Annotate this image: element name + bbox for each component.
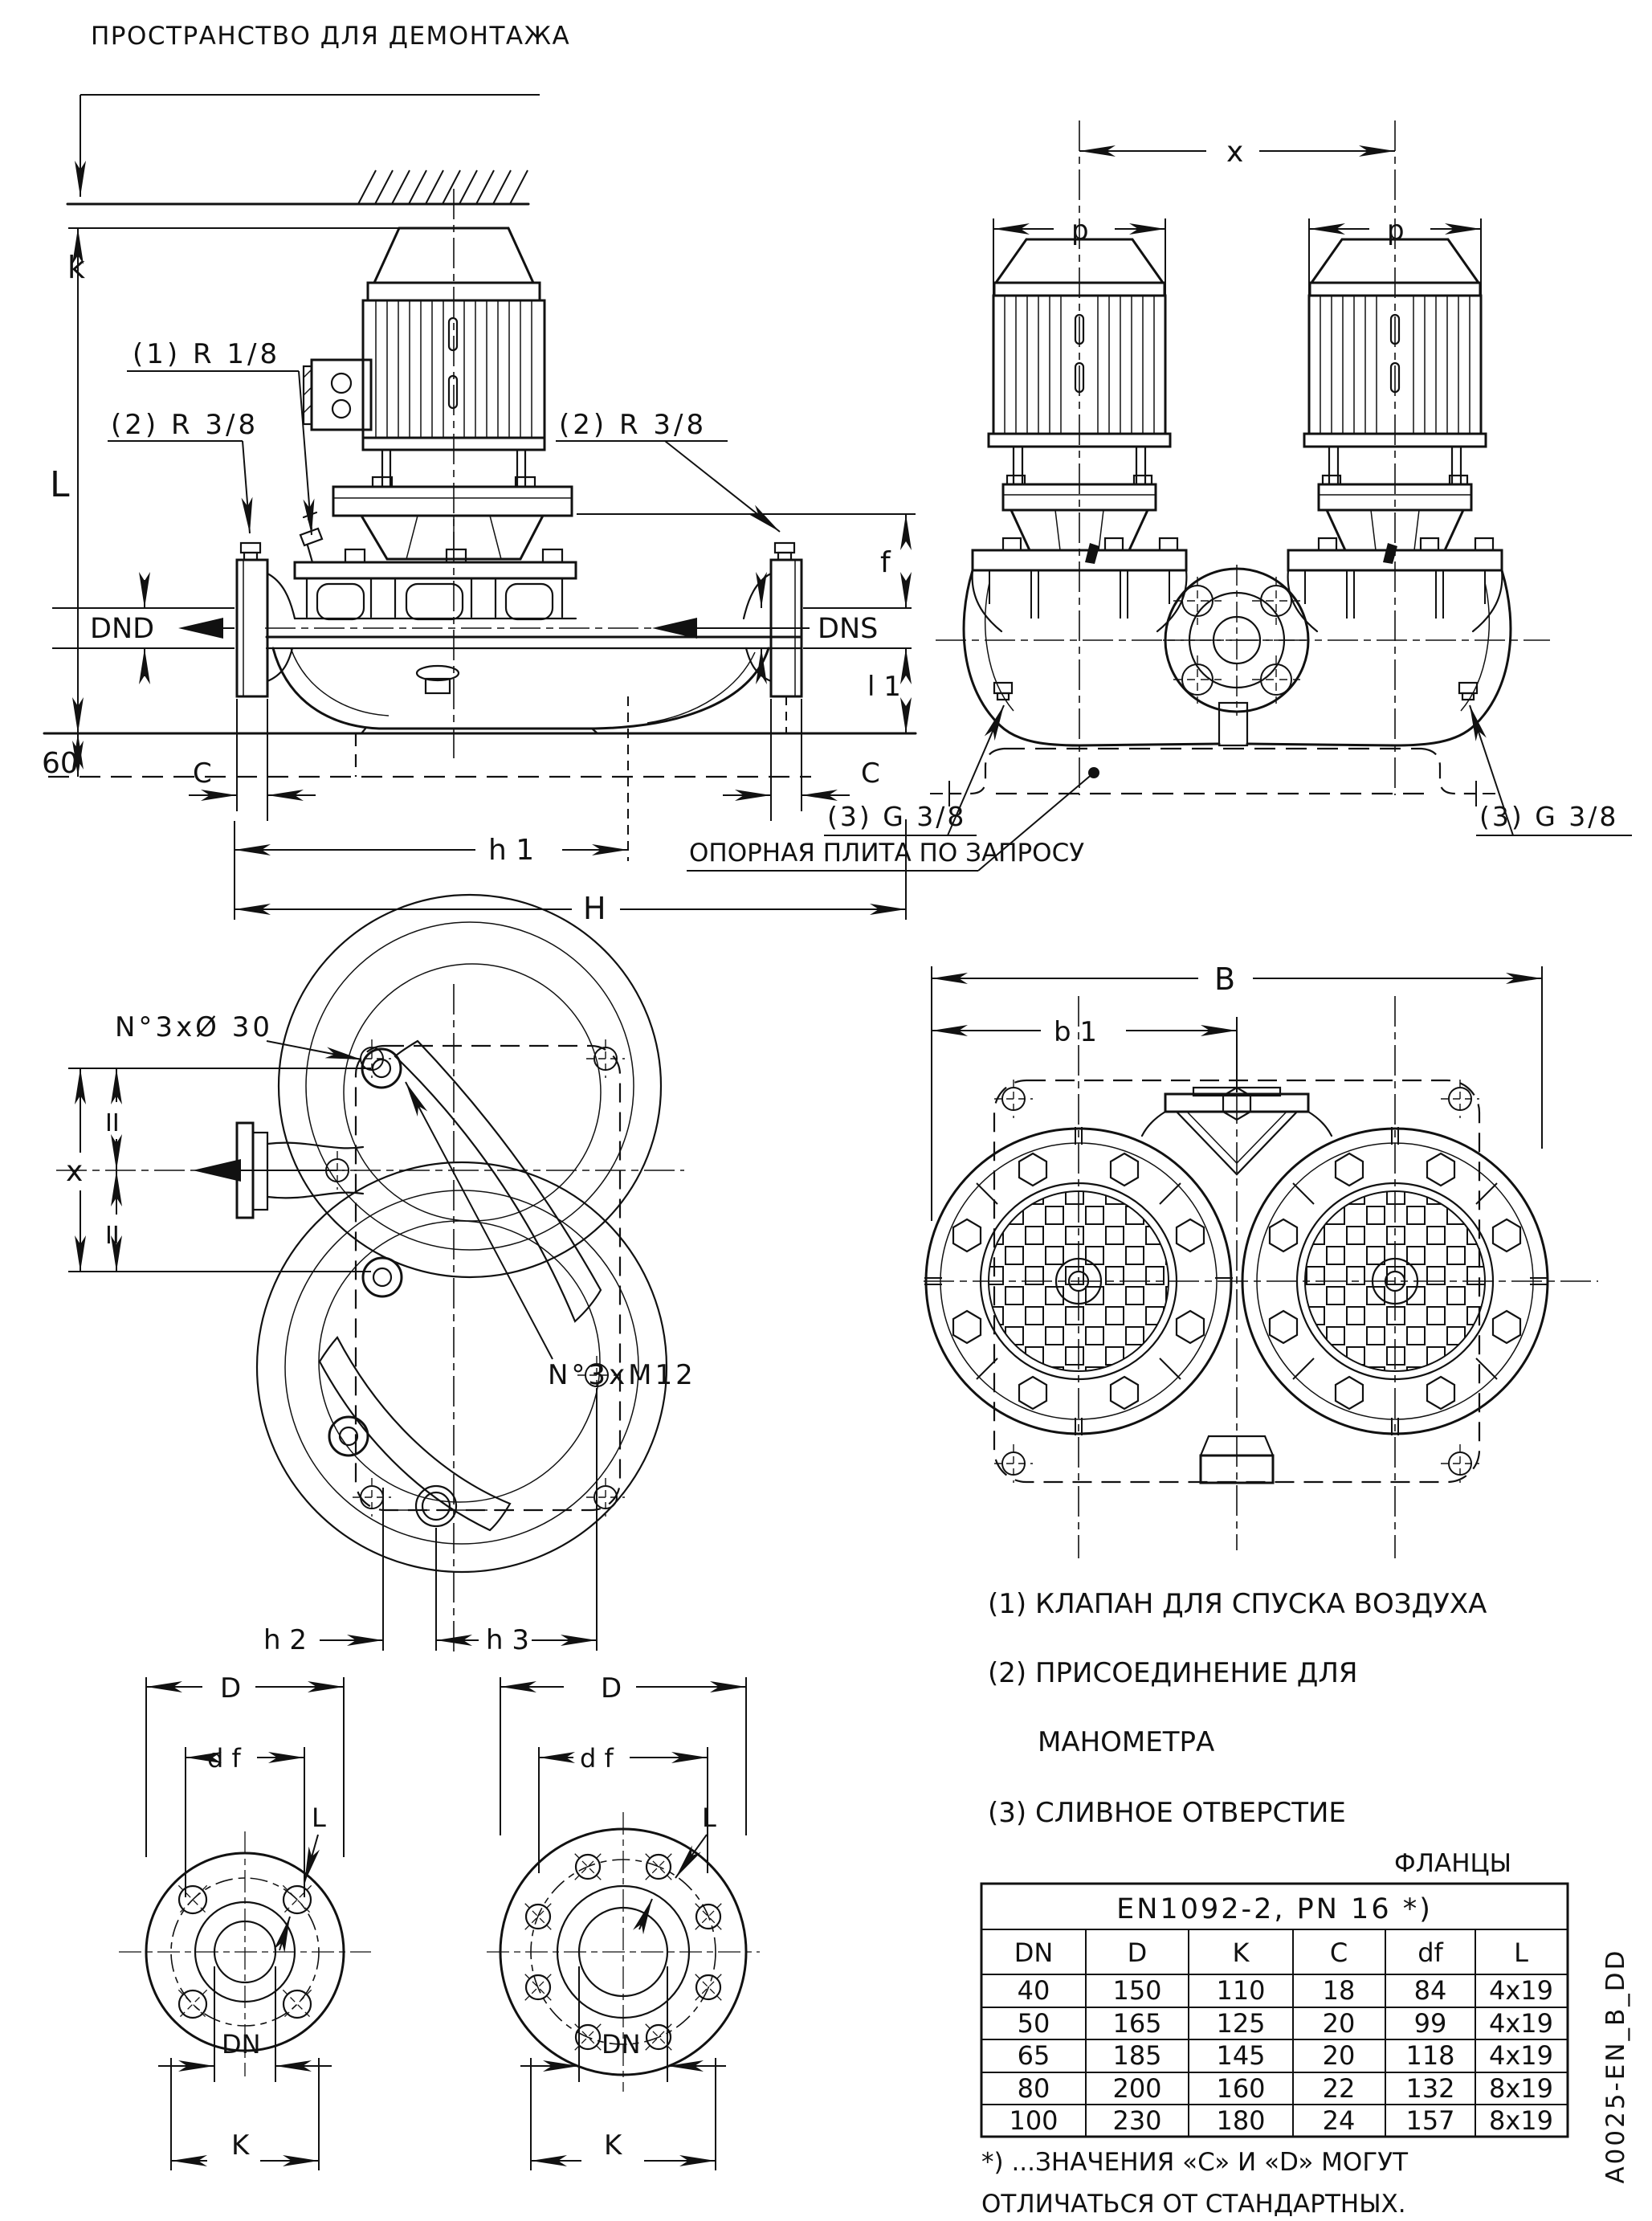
cell: 230: [1112, 2105, 1162, 2136]
flange-view-4hole: [119, 1672, 371, 2170]
dim-h1: h 1: [488, 834, 535, 867]
dim-l1: l 1: [867, 671, 901, 703]
motor-side: [304, 228, 572, 559]
col-k: K: [1232, 1937, 1250, 1968]
volute-outline: [257, 895, 667, 1572]
label-r38-right: (2) R 3/8: [559, 409, 708, 441]
dim-c-left: C: [193, 757, 212, 790]
col-dn: DN: [1014, 1937, 1054, 1968]
cell: 18: [1322, 1975, 1356, 2006]
dim-f: f: [880, 546, 891, 579]
cell: 65: [1017, 2040, 1050, 2071]
flange-view-8hole: [487, 1672, 760, 2170]
dim-x-top: x: [66, 1155, 84, 1188]
cell: 80: [1017, 2073, 1050, 2104]
flangeL-dim-DN: DN: [222, 2029, 261, 2060]
note-2a: (2) ПРИСОЕДИНЕНИЕ ДЛЯ: [988, 1657, 1358, 1689]
label-holes30: N°3xØ 30: [115, 1011, 274, 1043]
cell: 118: [1405, 2040, 1455, 2071]
legend-notes: [988, 1588, 1511, 1878]
col-d: D: [1127, 1937, 1148, 1968]
cell: 165: [1112, 2008, 1162, 2039]
dim-H: H: [583, 891, 606, 926]
dim-p-right: p: [1387, 214, 1405, 247]
dim-h3: h 3: [486, 1624, 529, 1656]
hatch-ceiling: [358, 170, 528, 204]
cell: 100: [1009, 2105, 1059, 2136]
pump-casing-side: [237, 512, 803, 733]
twin-front-view: [687, 120, 1632, 871]
cell: 132: [1405, 2073, 1455, 2104]
dim-eq-bottom: II: [105, 1222, 120, 1250]
dim-L: L: [50, 464, 70, 505]
dim-x-front: x: [1226, 136, 1244, 169]
dim-dns: DNS: [818, 613, 879, 645]
dim-eq-top: II: [105, 1109, 120, 1137]
dim-b1: b 1: [1054, 1016, 1098, 1048]
label-g38-right: (3) G 3/8: [1479, 801, 1619, 832]
flangeR-dim-DN: DN: [602, 2029, 641, 2060]
cell: 145: [1216, 2040, 1266, 2071]
cell: 157: [1405, 2105, 1455, 2136]
col-l: L: [1514, 1937, 1528, 1968]
dim-dnd: DND: [90, 613, 155, 645]
cell: 4x19: [1488, 2008, 1554, 2039]
label-r18: (1) R 1/8: [133, 338, 281, 370]
cell: 180: [1216, 2105, 1266, 2136]
doc-code: A0025-EN_B_DD: [1601, 1948, 1630, 2184]
flangeL-dim-K: K: [231, 2129, 250, 2162]
cell: 8x19: [1488, 2105, 1554, 2136]
flangeL-dim-D: D: [220, 1672, 242, 1705]
base-plate-dashed: [930, 749, 1495, 806]
table-title: EN1092-2, PN 16 *): [1116, 1893, 1433, 1925]
label-r38-left: (2) R 3/8: [111, 409, 259, 441]
cell: 8x19: [1488, 2073, 1554, 2104]
cell: 150: [1112, 1975, 1162, 2006]
side-view: [42, 22, 916, 926]
twin-casing-front: [936, 570, 1550, 745]
table-footnote-1: *) ...ЗНАЧЕНИЯ «C» И «D» МОГУТ: [981, 2148, 1409, 2177]
note-2b: МАНОМЕТРА: [1038, 1726, 1215, 1758]
dim-h2: h 2: [263, 1624, 307, 1656]
flangeR-dim-K: K: [604, 2129, 622, 2162]
cell: 24: [1322, 2105, 1356, 2136]
cell: 50: [1017, 2008, 1050, 2039]
dim-B: B: [1214, 961, 1236, 997]
cell: 110: [1216, 1975, 1266, 2006]
flangeL-dim-L: L: [312, 1803, 326, 1833]
flangeL-dim-df: d f: [207, 1743, 241, 1774]
col-c: C: [1329, 1937, 1348, 1968]
cell: 200: [1112, 2073, 1162, 2104]
dim-p-left: p: [1071, 214, 1089, 247]
dim-60: 60: [42, 747, 79, 780]
twin-top-view: [924, 961, 1598, 1558]
note-3: (3) СЛИВНОЕ ОТВЕРСТИЕ: [988, 1797, 1346, 1829]
cell: 160: [1216, 2073, 1266, 2104]
pump-top-view: [56, 895, 696, 1656]
cell: 40: [1017, 1975, 1050, 2006]
support-plate-note: ОПОРНАЯ ПЛИТА ПО ЗАПРОСУ: [689, 839, 1085, 868]
flangeR-dim-df: d f: [580, 1743, 614, 1774]
label-g38-left: (3) G 3/8: [827, 801, 967, 832]
cell: 20: [1322, 2040, 1356, 2071]
flangeR-dim-L: L: [702, 1803, 716, 1833]
cell: 125: [1216, 2008, 1266, 2039]
dim-k: k: [67, 250, 86, 285]
note-1: (1) КЛАПАН ДЛЯ СПУСКА ВОЗДУХА: [988, 1588, 1487, 1620]
col-df: df: [1417, 1937, 1443, 1968]
cell: 99: [1413, 2008, 1447, 2039]
cell: 185: [1112, 2040, 1162, 2071]
flange-table: [981, 1884, 1568, 2219]
table-footnote-2: ОТЛИЧАТЬСЯ ОТ СТАНДАРТНЫХ.: [981, 2190, 1406, 2219]
flanges-title: ФЛАНЦЫ: [1394, 1849, 1511, 1878]
cell: 84: [1413, 1975, 1447, 2006]
cell: 4x19: [1488, 1975, 1554, 2006]
flangeR-dim-D: D: [601, 1672, 622, 1705]
cell: 4x19: [1488, 2040, 1554, 2071]
dim-c-right: C: [861, 757, 880, 790]
cell: 20: [1322, 2008, 1356, 2039]
dismantling-space-label: ПРОСТРАНСТВО ДЛЯ ДЕМОНТАЖА: [91, 22, 571, 51]
label-m12: N°3xM12: [548, 1359, 696, 1391]
cell: 22: [1322, 2073, 1356, 2104]
